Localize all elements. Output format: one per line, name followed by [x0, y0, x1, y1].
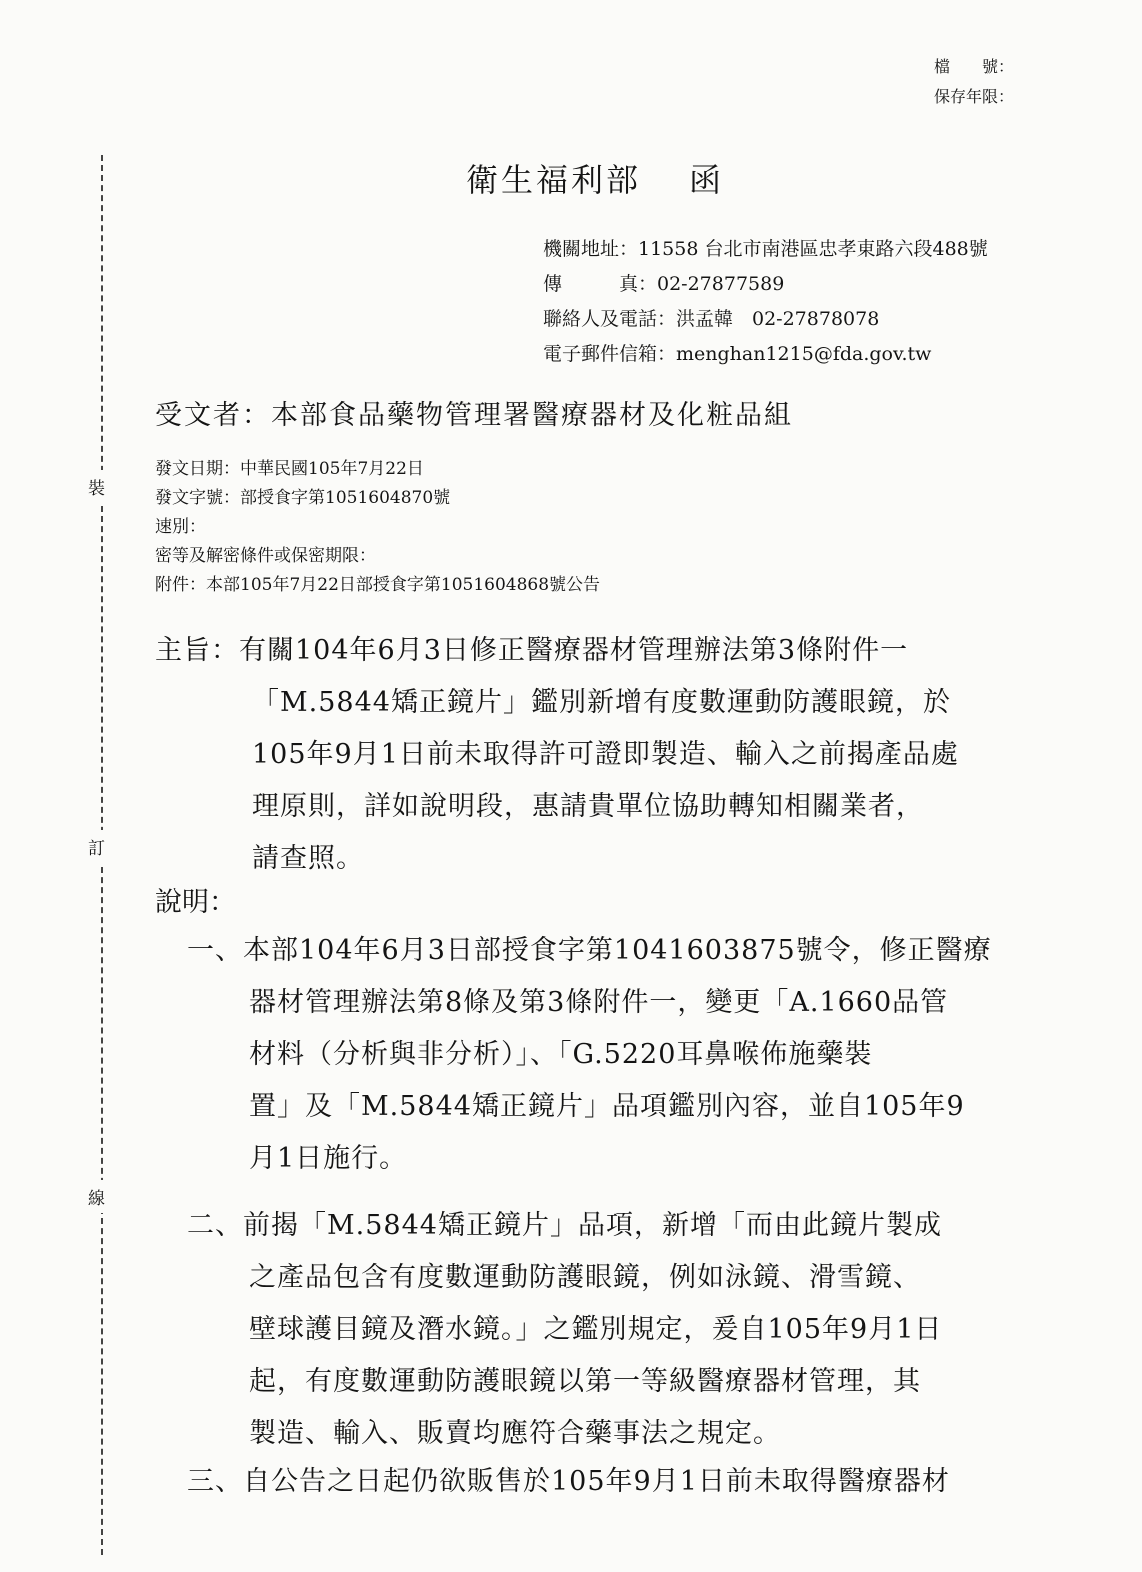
explanation-line: 器材管理辦法第8條及第3條附件一，變更「A.1660品管 [249, 987, 949, 1018]
retention-period-label: 保存年限： [933, 87, 1014, 106]
explanation-line: 起，有度數運動防護眼鏡以第一等級醫療器材管理，其 [249, 1366, 921, 1397]
explanation-line: 材料（分析與非分析）」、「G.5220耳鼻喉佈施藥裝 [249, 1039, 873, 1070]
explanation-item-2 [187, 1200, 942, 1460]
document-meta [155, 455, 600, 600]
subject-line: 主旨：有關104年6月3日修正醫療器材管理辦法第3條附件一 [155, 635, 909, 666]
document-number: 發文字號：部授食字第1051604870號 [155, 488, 451, 508]
subject-line: 105年9月1日前未取得許可證即製造、輸入之前揭產品處 [252, 739, 959, 770]
urgency-level: 速別： [155, 517, 206, 537]
security-level: 密等及解密條件或保密期限： [155, 546, 376, 566]
explanation-line: 製造、輸入、販賣均應符合藥事法之規定。 [249, 1418, 781, 1449]
file-number-label: 檔 號： [933, 57, 1014, 76]
explanation-line: 二、前揭「M.5844矯正鏡片」品項，新增「而由此鏡片製成 [187, 1210, 942, 1241]
attachment: 附件：本部105年7月22日部授食字第1051604868號公告 [155, 575, 601, 595]
explanation-line: 月1日施行。 [249, 1143, 408, 1174]
binding-mark-ding: 訂 [88, 830, 105, 863]
fax-number: 傳 真：02-27877589 [543, 273, 785, 295]
agency-name: 衛生福利部 [466, 161, 642, 199]
recipient: 受文者：本部食品藥物管理署醫療器材及化粧品組 [155, 400, 793, 431]
subject-section [155, 625, 959, 885]
explanation-line: 置」及「M.5844矯正鏡片」品項鑑別內容，並自105年9 [249, 1091, 965, 1122]
contact-block [543, 232, 988, 372]
explanation-line: 之產品包含有度數運動防護眼鏡，例如泳鏡、滑雪鏡、 [249, 1262, 921, 1293]
binding-mark-zhuang: 裝 [88, 470, 105, 503]
explanation-line: 壁球護目鏡及潛水鏡。」之鑑別規定，爰自105年9月1日 [249, 1314, 943, 1345]
explanation-item-3 [187, 1456, 950, 1508]
subject-line: 理原則，詳如說明段，惠請貴單位協助轉知相關業者， [252, 791, 924, 822]
file-info [934, 52, 1014, 112]
binding-mark-xian: 線 [88, 1180, 105, 1213]
explanation-line: 三、自公告之日起仍欲販售於105年9月1日前未取得醫療器材 [187, 1466, 950, 1497]
issue-date: 發文日期：中華民國105年7月22日 [155, 459, 424, 479]
contact-email: 電子郵件信箱：menghan1215@fda.gov.tw [543, 343, 932, 365]
document-type: 函 [689, 161, 725, 199]
contact-person: 聯絡人及電話：洪孟韓 02-27878078 [543, 308, 880, 330]
explanation-line: 一、本部104年6月3日部授食字第1041603875號令，修正醫療 [187, 935, 992, 966]
document-title [466, 155, 724, 201]
explanation-item-1 [187, 925, 992, 1185]
agency-address: 機關地址：11558 台北市南港區忠孝東路六段488號 [543, 238, 988, 260]
explanation-heading: 說明： [155, 887, 236, 918]
subject-line: 「M.5844矯正鏡片」鑑別新增有度數運動防護眼鏡，於 [252, 687, 951, 718]
subject-line: 請查照。 [252, 843, 364, 874]
